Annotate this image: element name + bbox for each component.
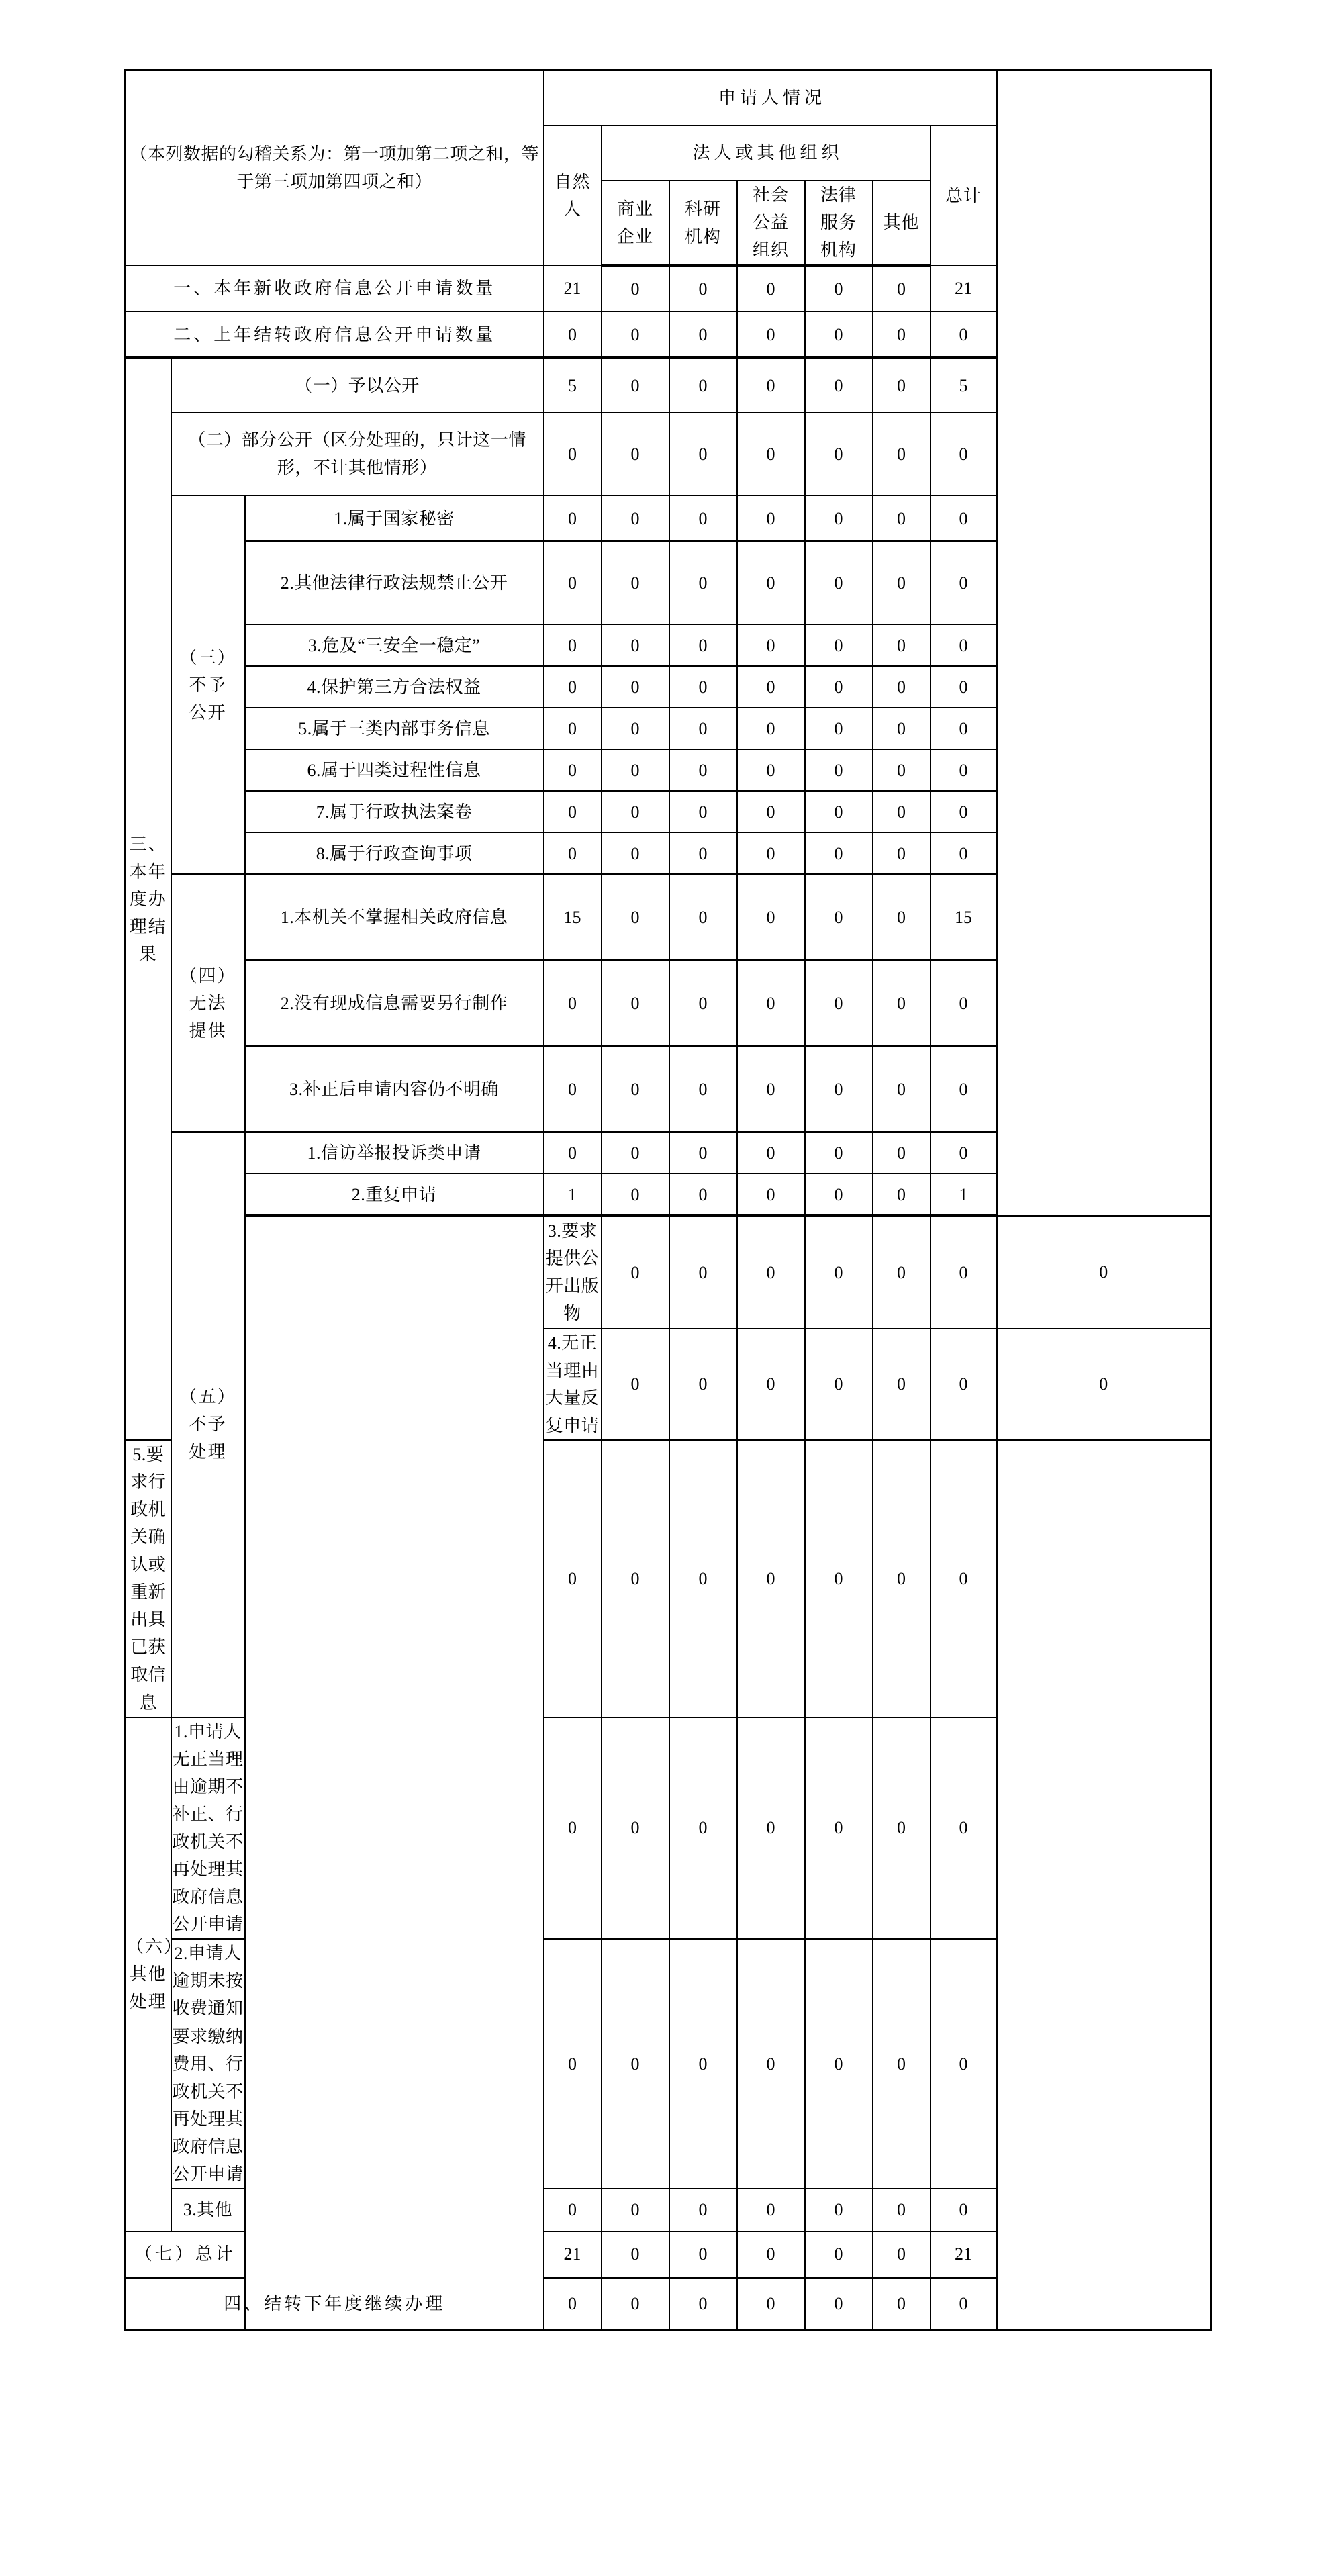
cell-g6-1-business: 0 (602, 1717, 669, 1940)
cell-g4-3-total: 0 (931, 1046, 997, 1132)
cell-g1-total: 5 (931, 358, 997, 412)
cell-g5-3-legal: 0 (873, 1216, 931, 1328)
cell-g4-3-business: 0 (602, 1046, 669, 1132)
row-label-g6-2: 2.申请人逾期未按收费通知要求缴纳费用、行政机关不再处理其政府信息公开申请 (171, 1939, 245, 2189)
cell-g1-business: 0 (602, 358, 669, 412)
table-row (126, 265, 1211, 312)
cell-g3-3-research: 0 (669, 624, 737, 666)
cell-g3-5-public: 0 (737, 708, 805, 749)
table-row (126, 2278, 1211, 2330)
cell-g6-2-other: 0 (873, 1939, 931, 2189)
table-row (126, 666, 1211, 708)
cell-g3-1-natural: 0 (544, 495, 602, 541)
row-label-g3-4: 4.保护第三方合法权益 (245, 666, 544, 708)
cell-g3-1-legal: 0 (805, 495, 873, 541)
applicant-group-header: 申请人情况 (544, 70, 997, 126)
cell-g3-6-business: 0 (602, 749, 669, 791)
cell-g4-2-public: 0 (737, 960, 805, 1046)
cell-g4-3-natural: 0 (544, 1046, 602, 1132)
cell-g7-legal: 0 (805, 2232, 873, 2278)
row-label-g3-8: 8.属于行政查询事项 (245, 832, 544, 874)
cell-g3-5-natural: 0 (544, 708, 602, 749)
cell-g3-2-public: 0 (737, 541, 805, 624)
cell-g6-1-legal: 0 (805, 1717, 873, 1940)
row-label-section-4: 四、结转下年度继续办理 (126, 2278, 544, 2330)
cell-g5-4-public: 0 (805, 1329, 873, 1440)
cell-g3-3-total: 0 (931, 624, 997, 666)
column-header-legal-service: 法律 服务 机构 (805, 181, 873, 265)
table-row (126, 312, 1211, 358)
cell-r2-legal: 0 (805, 312, 873, 358)
cell-g3-7-public: 0 (737, 791, 805, 832)
row-label-g3-5: 5.属于三类内部事务信息 (245, 708, 544, 749)
cell-g5-2-research: 0 (669, 1174, 737, 1216)
cell-g4-2-other: 0 (873, 960, 931, 1046)
cell-g3-8-business: 0 (602, 832, 669, 874)
cell-g4-2-natural: 0 (544, 960, 602, 1046)
cell-g3-1-business: 0 (602, 495, 669, 541)
cell-g3-1-other: 0 (873, 495, 931, 541)
cell-g6-2-total: 0 (931, 1939, 997, 2189)
cell-g5-3-natural: 0 (602, 1216, 669, 1328)
cell-g6-3-legal: 0 (805, 2189, 873, 2232)
row-label-section-3: 三、 本年 度办 理结 果 (126, 358, 171, 1440)
cell-g6-3-business: 0 (602, 2189, 669, 2232)
table-row (126, 874, 1211, 960)
cell-g3-8-research: 0 (669, 832, 737, 874)
table-row (126, 358, 1211, 412)
row-label-section-2: 二、上年结转政府信息公开申请数量 (126, 312, 544, 358)
cell-g3-4-legal: 0 (805, 666, 873, 708)
cell-g3-7-other: 0 (873, 791, 931, 832)
row-label-group-2: （二）部分公开（区分处理的，只计这一情形，不计其他情形） (171, 412, 544, 495)
cell-g1-legal: 0 (805, 358, 873, 412)
cell-g3-2-natural: 0 (544, 541, 602, 624)
row-label-section-1: 一、本年新收政府信息公开申请数量 (126, 265, 544, 312)
cell-r2-total: 0 (931, 312, 997, 358)
table-row (126, 960, 1211, 1046)
cell-g5-4-total: 0 (997, 1329, 1211, 1440)
cell-g5-5-total: 0 (931, 1440, 997, 1717)
table-row (126, 495, 1211, 541)
row-label-g4-3: 3.补正后申请内容仍不明确 (245, 1046, 544, 1132)
cell-g5-2-other: 0 (873, 1174, 931, 1216)
table-row (126, 412, 1211, 495)
cell-g4-3-public: 0 (737, 1046, 805, 1132)
cell-r4-total: 0 (931, 2278, 997, 2330)
cell-g5-5-legal: 0 (805, 1440, 873, 1717)
cell-g3-4-business: 0 (602, 666, 669, 708)
disclosure-statistics-table (124, 69, 1212, 2331)
cell-g5-4-other: 0 (931, 1329, 997, 1440)
cell-g5-2-natural: 1 (544, 1174, 602, 1216)
cell-g3-5-business: 0 (602, 708, 669, 749)
cell-g2-research: 0 (669, 412, 737, 495)
audit-relation-note: （本列数据的勾稽关系为：第一项加第二项之和，等于第三项加第四项之和） (126, 70, 544, 266)
cell-g5-3-public: 0 (805, 1216, 873, 1328)
cell-g3-6-natural: 0 (544, 749, 602, 791)
cell-g3-4-other: 0 (873, 666, 931, 708)
header-row-1 (126, 70, 1211, 126)
cell-g2-public: 0 (737, 412, 805, 495)
column-header-public-welfare: 社会 公益 组织 (737, 181, 805, 265)
row-label-g3-6: 6.属于四类过程性信息 (245, 749, 544, 791)
cell-g7-public: 0 (737, 2232, 805, 2278)
cell-g6-3-natural: 0 (544, 2189, 602, 2232)
cell-g5-1-public: 0 (737, 1132, 805, 1174)
row-label-g5-2: 2.重复申请 (245, 1174, 544, 1216)
cell-g3-5-legal: 0 (805, 708, 873, 749)
cell-g3-2-total: 0 (931, 541, 997, 624)
cell-r4-public: 0 (737, 2278, 805, 2330)
cell-g4-3-legal: 0 (805, 1046, 873, 1132)
cell-g1-natural: 5 (544, 358, 602, 412)
cell-g5-4-research: 0 (737, 1329, 805, 1440)
cell-g6-3-research: 0 (669, 2189, 737, 2232)
cell-g4-1-natural: 15 (544, 874, 602, 960)
row-label-g5-3: 3.要求提供公开出版物 (544, 1216, 602, 1328)
cell-r1-legal: 0 (805, 265, 873, 312)
cell-g3-8-other: 0 (873, 832, 931, 874)
cell-g7-research: 0 (669, 2232, 737, 2278)
cell-g5-5-public: 0 (737, 1440, 805, 1717)
column-header-business: 商业 企业 (602, 181, 669, 265)
cell-g6-1-total: 0 (931, 1717, 997, 1940)
cell-g4-3-research: 0 (669, 1046, 737, 1132)
cell-g3-1-research: 0 (669, 495, 737, 541)
cell-r1-other: 0 (873, 265, 931, 312)
cell-g3-6-research: 0 (669, 749, 737, 791)
cell-g2-other: 0 (873, 412, 931, 495)
cell-r2-research: 0 (669, 312, 737, 358)
cell-g3-8-public: 0 (737, 832, 805, 874)
cell-r2-natural: 0 (544, 312, 602, 358)
cell-g7-natural: 21 (544, 2232, 602, 2278)
cell-r2-other: 0 (873, 312, 931, 358)
cell-g1-public: 0 (737, 358, 805, 412)
cell-g1-research: 0 (669, 358, 737, 412)
cell-g4-1-business: 0 (602, 874, 669, 960)
legal-entity-group-header: 法人或其他组织 (602, 126, 931, 181)
cell-g5-4-business: 0 (669, 1329, 737, 1440)
cell-g4-1-other: 0 (873, 874, 931, 960)
cell-g3-5-total: 0 (931, 708, 997, 749)
cell-g1-other: 0 (873, 358, 931, 412)
table-row (126, 749, 1211, 791)
row-label-g3-3: 3.危及“三安全一稳定” (245, 624, 544, 666)
cell-g6-2-research: 0 (669, 1939, 737, 2189)
cell-g5-5-business: 0 (602, 1440, 669, 1717)
cell-g3-8-legal: 0 (805, 832, 873, 874)
cell-g3-4-total: 0 (931, 666, 997, 708)
cell-g5-2-legal: 0 (805, 1174, 873, 1216)
cell-g6-2-business: 0 (602, 1939, 669, 2189)
cell-g3-1-total: 0 (931, 495, 997, 541)
cell-g2-business: 0 (602, 412, 669, 495)
column-header-other: 其他 (873, 181, 931, 265)
cell-g2-total: 0 (931, 412, 997, 495)
cell-g5-4-legal: 0 (873, 1329, 931, 1440)
cell-g5-2-public: 0 (737, 1174, 805, 1216)
cell-g5-3-total: 0 (997, 1216, 1211, 1328)
cell-g3-6-public: 0 (737, 749, 805, 791)
row-label-g3-2: 2.其他法律行政法规禁止公开 (245, 541, 544, 624)
cell-g3-3-public: 0 (737, 624, 805, 666)
cell-r4-legal: 0 (805, 2278, 873, 2330)
row-label-g3-7: 7.属于行政执法案卷 (245, 791, 544, 832)
cell-g4-2-research: 0 (669, 960, 737, 1046)
cell-g3-7-natural: 0 (544, 791, 602, 832)
cell-g3-3-legal: 0 (805, 624, 873, 666)
cell-g6-1-research: 0 (669, 1717, 737, 1940)
cell-g5-3-research: 0 (737, 1216, 805, 1328)
cell-g4-2-total: 0 (931, 960, 997, 1046)
cell-g4-1-total: 15 (931, 874, 997, 960)
cell-g5-5-research: 0 (669, 1440, 737, 1717)
table-row (126, 541, 1211, 624)
cell-g3-2-research: 0 (669, 541, 737, 624)
cell-g5-5-other: 0 (873, 1440, 931, 1717)
cell-g3-2-legal: 0 (805, 541, 873, 624)
row-label-g4-1: 1.本机关不掌握相关政府信息 (245, 874, 544, 960)
column-header-natural-person: 自然 人 (544, 126, 602, 265)
table-row (126, 1216, 1211, 1328)
column-header-total: 总计 (931, 126, 997, 265)
cell-g5-1-natural: 0 (544, 1132, 602, 1174)
cell-g5-2-total: 1 (931, 1174, 997, 1216)
cell-g5-1-business: 0 (602, 1132, 669, 1174)
row-label-g6-3: 3.其他 (171, 2189, 245, 2232)
cell-g4-3-other: 0 (873, 1046, 931, 1132)
cell-g3-3-natural: 0 (544, 624, 602, 666)
row-label-group-1: （一）予以公开 (171, 358, 544, 412)
cell-r1-research: 0 (669, 265, 737, 312)
column-header-research: 科研 机构 (669, 181, 737, 265)
cell-g6-1-public: 0 (737, 1717, 805, 1940)
cell-g2-natural: 0 (544, 412, 602, 495)
table-row (126, 708, 1211, 749)
table-row (126, 1132, 1211, 1174)
row-label-g5-4: 4.无正当理由大量反复申请 (544, 1329, 602, 1440)
cell-g3-5-other: 0 (873, 708, 931, 749)
cell-g3-8-natural: 0 (544, 832, 602, 874)
cell-g6-2-legal: 0 (805, 1939, 873, 2189)
cell-g6-3-public: 0 (737, 2189, 805, 2232)
cell-g6-3-total: 0 (931, 2189, 997, 2232)
cell-r2-business: 0 (602, 312, 669, 358)
row-label-g6-1: 1.申请人无正当理由逾期不补正、行政机关不再处理其政府信息公开申请 (171, 1717, 245, 1940)
row-label-group-3: （三） 不予 公开 (171, 495, 245, 874)
cell-r4-other: 0 (873, 2278, 931, 2330)
section-3-spine-filler (245, 1216, 544, 2330)
cell-g3-7-business: 0 (602, 791, 669, 832)
cell-g3-4-natural: 0 (544, 666, 602, 708)
row-label-group-5: （五） 不予 处理 (171, 1132, 245, 1717)
cell-r1-total: 21 (931, 265, 997, 312)
cell-g4-2-legal: 0 (805, 960, 873, 1046)
cell-g3-5-research: 0 (669, 708, 737, 749)
cell-r1-natural: 21 (544, 265, 602, 312)
cell-g3-2-other: 0 (873, 541, 931, 624)
cell-g4-1-public: 0 (737, 874, 805, 960)
cell-g6-2-natural: 0 (544, 1939, 602, 2189)
cell-r4-research: 0 (669, 2278, 737, 2330)
cell-g7-business: 0 (602, 2232, 669, 2278)
cell-r4-natural: 0 (544, 2278, 602, 2330)
cell-g2-legal: 0 (805, 412, 873, 495)
row-label-g5-5: 5.要求行政机关确认或重新出具已获取信息 (126, 1440, 171, 1717)
cell-g5-1-research: 0 (669, 1132, 737, 1174)
cell-g5-1-other: 0 (873, 1132, 931, 1174)
row-label-g5-1: 1.信访举报投诉类申请 (245, 1132, 544, 1174)
cell-g5-3-other: 0 (931, 1216, 997, 1328)
cell-g6-3-other: 0 (873, 2189, 931, 2232)
table-row (126, 1046, 1211, 1132)
cell-g4-2-business: 0 (602, 960, 669, 1046)
cell-g5-5-natural: 0 (544, 1440, 602, 1717)
cell-r2-public: 0 (737, 312, 805, 358)
cell-r1-business: 0 (602, 265, 669, 312)
row-label-group-7: （七）总计 (126, 2232, 245, 2278)
cell-g3-2-business: 0 (602, 541, 669, 624)
cell-g3-7-legal: 0 (805, 791, 873, 832)
table-row (126, 1174, 1211, 1216)
cell-g3-4-research: 0 (669, 666, 737, 708)
cell-g3-8-total: 0 (931, 832, 997, 874)
cell-g3-1-public: 0 (737, 495, 805, 541)
table-row (126, 832, 1211, 874)
cell-g3-6-other: 0 (873, 749, 931, 791)
table-row (126, 791, 1211, 832)
cell-g6-1-natural: 0 (544, 1717, 602, 1940)
cell-g3-4-public: 0 (737, 666, 805, 708)
row-label-g3-1: 1.属于国家秘密 (245, 495, 544, 541)
cell-g5-1-total: 0 (931, 1132, 997, 1174)
cell-g5-3-business: 0 (669, 1216, 737, 1328)
cell-g3-6-total: 0 (931, 749, 997, 791)
cell-g3-7-total: 0 (931, 791, 997, 832)
cell-g5-2-business: 0 (602, 1174, 669, 1216)
cell-r4-business: 0 (602, 2278, 669, 2330)
cell-g3-6-legal: 0 (805, 749, 873, 791)
cell-g7-other: 0 (873, 2232, 931, 2278)
cell-g5-4-natural: 0 (602, 1329, 669, 1440)
cell-g4-1-legal: 0 (805, 874, 873, 960)
cell-g3-7-research: 0 (669, 791, 737, 832)
cell-g4-1-research: 0 (669, 874, 737, 960)
cell-g7-total: 21 (931, 2232, 997, 2278)
row-label-g4-2: 2.没有现成信息需要另行制作 (245, 960, 544, 1046)
cell-r1-public: 0 (737, 265, 805, 312)
row-label-group-6: （六） 其他 处理 (126, 1717, 171, 2232)
cell-g6-1-other: 0 (873, 1717, 931, 1940)
row-label-group-4: （四） 无法 提供 (171, 874, 245, 1132)
cell-g3-3-business: 0 (602, 624, 669, 666)
cell-g6-2-public: 0 (737, 1939, 805, 2189)
table-row (126, 624, 1211, 666)
cell-g3-3-other: 0 (873, 624, 931, 666)
cell-g5-1-legal: 0 (805, 1132, 873, 1174)
